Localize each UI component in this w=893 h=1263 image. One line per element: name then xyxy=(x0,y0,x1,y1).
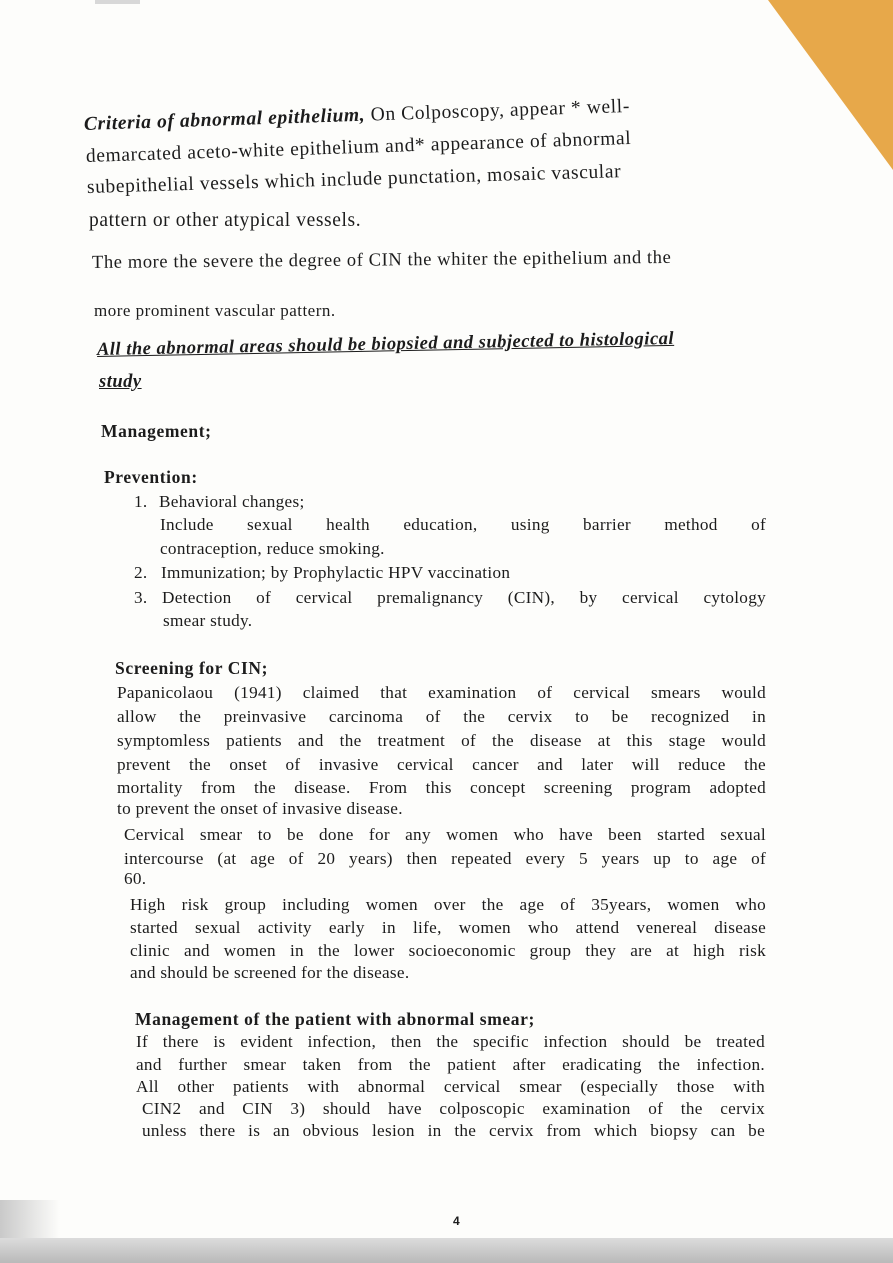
screening-para-3-line-1: High risk group including women over the age of 35years, women who xyxy=(130,895,766,914)
abnormal-smear-line-2: and further smear taken from the patient after eradicating the infection. xyxy=(136,1055,765,1074)
scan-edge xyxy=(0,1238,893,1263)
screening-para-1-line-2: allow the preinvasive carcinoma of the cervix to be recognized in xyxy=(117,707,766,726)
prevention-item-1-detail: Include sexual health education, using barrier method of xyxy=(160,515,766,534)
severity-line-2: more prominent vascular pattern. xyxy=(94,301,336,320)
abnormal-smear-line-1: If there is evident infection, then the specific infection should be treated xyxy=(136,1032,765,1051)
biopsy-note-line-1: All the abnormal areas should be biopsied and subjected to histological xyxy=(96,328,675,360)
abnormal-smear-line-3: All other patients with abnormal cervical smear (especially those with xyxy=(136,1077,765,1096)
prevention-item-3-num: 3. xyxy=(134,588,148,607)
prevention-item-2-num: 2. xyxy=(134,563,148,582)
scan-shadow xyxy=(0,1200,60,1238)
screening-para-3-line-3: clinic and women in the lower socioeconomic group they are at high risk xyxy=(130,941,766,960)
biopsy-note-line-2: study xyxy=(99,372,142,392)
screening-para-2-line-1: Cervical smear to be done for any women who have been started sexual xyxy=(124,825,766,844)
prevention-item-2: Immunization; by Prophylactic HPV vaccination xyxy=(161,563,511,582)
prevention-item-3-detail: smear study. xyxy=(163,611,253,630)
criteria-line-3: subepithelial vessels which include punctation, mosaic vascular xyxy=(86,161,622,198)
management-heading: Management; xyxy=(101,421,212,441)
prevention-item-1-num: 1. xyxy=(134,492,148,511)
scan-smudge xyxy=(95,0,140,4)
criteria-label: Criteria of abnormal epithelium, xyxy=(83,104,366,135)
page-corner-fold xyxy=(768,0,893,170)
prevention-item-3: Detection of cervical premalignancy (CIN), by cervical cytology xyxy=(162,588,766,607)
abnormal-smear-line-4: CIN2 and CIN 3) should have colposcopic examination of the cervix xyxy=(142,1099,765,1118)
screening-para-3-line-2: started sexual activity early in life, women who attend venereal disease xyxy=(130,918,766,937)
criteria-text: On Colposcopy, appear * well- xyxy=(370,95,631,126)
screening-heading: Screening for CIN; xyxy=(115,658,269,678)
severity-line-1: The more the severe the degree of CIN the whiter the epithelium and the xyxy=(91,247,672,273)
screening-para-3-line-4: and should be screened for the disease. xyxy=(130,963,410,982)
prevention-item-1-detail-2: contraception, reduce smoking. xyxy=(160,539,385,558)
screening-para-1-line-4: prevent the onset of invasive cervical cancer and later will reduce the xyxy=(117,755,766,774)
criteria-line-2: demarcated aceto-white epithelium and* appearance of abnormal xyxy=(85,127,632,167)
prevention-heading: Prevention: xyxy=(104,467,198,487)
screening-para-1-line-1: Papanicolaou (1941) claimed that examination of cervical smears would xyxy=(117,683,766,702)
screening-para-1-line-5: mortality from the disease. From this concept screening program adopted xyxy=(117,778,766,797)
page-number: 4 xyxy=(453,1214,460,1228)
screening-para-2-line-3: 60. xyxy=(124,869,147,888)
screening-para-1-line-3: symptomless patients and the treatment of the disease at this stage would xyxy=(117,731,766,750)
screening-para-2-line-2: intercourse (at age of 20 years) then repeated every 5 years up to age of xyxy=(124,849,766,868)
screening-para-1-line-6: to prevent the onset of invasive disease. xyxy=(117,799,403,818)
abnormal-smear-line-5: unless there is an obvious lesion in the cervix from which biopsy can be xyxy=(142,1121,765,1140)
prevention-item-1: Behavioral changes; xyxy=(159,492,305,511)
criteria-line-4: pattern or other atypical vessels. xyxy=(89,210,362,231)
abnormal-smear-heading: Management of the patient with abnormal smear; xyxy=(135,1009,535,1029)
